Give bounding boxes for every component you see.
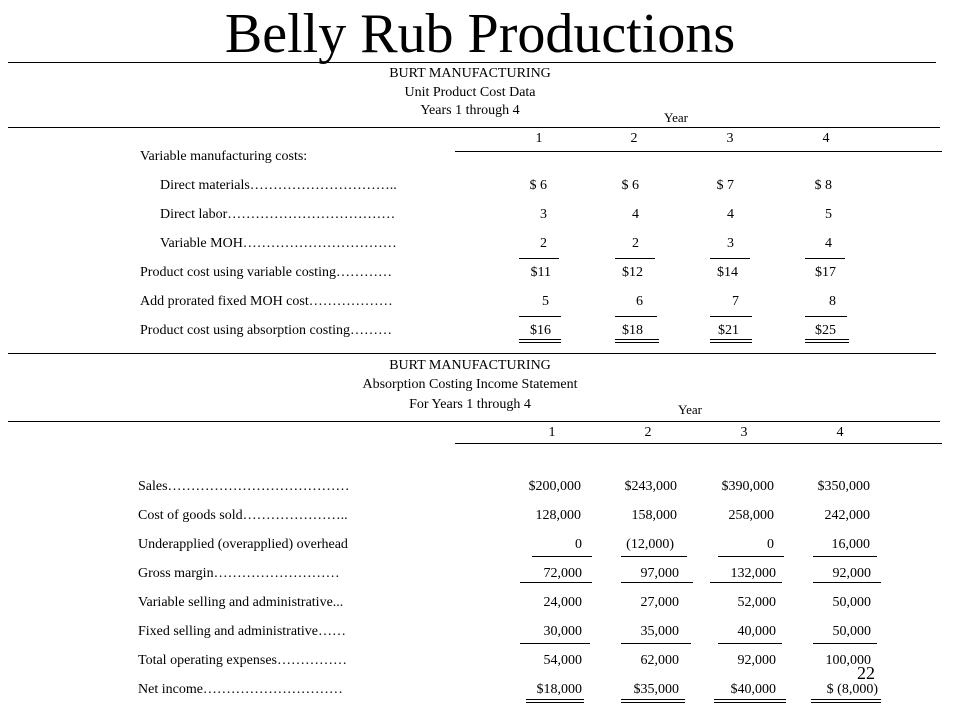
table1-cell: 3 (727, 236, 734, 251)
underline (519, 258, 559, 259)
double-underline (621, 699, 685, 703)
table1-section-label: Variable manufacturing costs: (140, 149, 308, 164)
double-underline (710, 339, 752, 343)
row-label: Direct materials………………………….. (160, 178, 397, 193)
row-label: Gross margin……………………… (138, 566, 340, 581)
table2-cell: 92,000 (737, 653, 776, 668)
table2-cell: $18,000 (536, 682, 582, 697)
underline (621, 582, 693, 583)
table2-columns-rule (455, 443, 942, 444)
table2-cell: $35,000 (633, 682, 679, 697)
table2-company-name: BURT MANUFACTURING (389, 358, 551, 373)
table2-cell: 50,000 (832, 624, 871, 639)
table2-cell: 0 (575, 537, 582, 552)
table2-cell: 40,000 (737, 624, 776, 639)
table1-col-4: 4 (822, 131, 830, 146)
table1-cell: $ 6 (621, 178, 639, 193)
table1-cell: 3 (540, 207, 547, 222)
row-label: Product cost using variable costing………… (140, 265, 392, 280)
underline (520, 643, 590, 644)
table1-col-3: 3 (726, 131, 734, 146)
page-number: 22 (857, 663, 875, 683)
underline (615, 316, 657, 317)
row-label: Total operating expenses…………… (138, 653, 347, 668)
table1-cell: $21 (718, 323, 739, 338)
table1-subtitle: Unit Product Cost Data (404, 85, 536, 100)
table1-year-label: Year (664, 110, 688, 125)
underline (718, 643, 782, 644)
title-rule (8, 62, 936, 63)
row-label: Cost of goods sold………………….. (138, 508, 348, 523)
double-underline (526, 699, 584, 703)
table1-col-1: 1 (535, 131, 543, 146)
table2-subtitle: Absorption Costing Income Statement (362, 377, 578, 392)
table2-cell: 52,000 (737, 595, 776, 610)
double-underline (615, 339, 659, 343)
table1-period: Years 1 through 4 (420, 103, 520, 118)
table2-col-2: 2 (644, 425, 652, 440)
table1-cell: 8 (829, 294, 836, 309)
table2-cell: $40,000 (730, 682, 776, 697)
row-label: Fixed selling and administrative…… (138, 624, 347, 639)
table1-cell: 4 (632, 207, 639, 222)
table1-cell: 5 (825, 207, 832, 222)
table1-cell: $ 7 (716, 178, 734, 193)
table1-cell: 5 (542, 294, 549, 309)
table1-cell: 4 (825, 236, 832, 251)
double-underline (805, 339, 849, 343)
underline (813, 582, 881, 583)
table1-cell: 2 (632, 236, 639, 251)
underline (710, 258, 750, 259)
table2-cell: $243,000 (624, 479, 677, 494)
table2-year-label: Year (678, 402, 702, 417)
table2-cell: $390,000 (721, 479, 774, 494)
double-underline (519, 339, 561, 343)
row-label: Product cost using absorption costing……… (140, 323, 392, 338)
row-label: Variable selling and administrative... (138, 595, 344, 610)
row-label: Underapplied (overapplied) overhead (138, 537, 348, 552)
double-underline (714, 699, 786, 703)
table2-cell: 27,000 (640, 595, 679, 610)
table1-col-2: 2 (630, 131, 638, 146)
row-label: Direct labor……………………………… (160, 207, 396, 222)
table2-period: For Years 1 through 4 (409, 397, 531, 412)
underline (520, 582, 592, 583)
underline (621, 556, 687, 557)
table1-cell: 2 (540, 236, 547, 251)
row-label: Variable MOH…………………………… (160, 236, 397, 251)
underline (710, 582, 782, 583)
row-label: Net income………………………… (138, 682, 343, 697)
table1-cell: $ 8 (814, 178, 832, 193)
table1-cell: $18 (622, 323, 643, 338)
table2-cell: $ (8,000) (826, 682, 878, 697)
underline (519, 316, 561, 317)
slide-title: Belly Rub Productions (224, 3, 736, 65)
table2-cell: 158,000 (631, 508, 677, 523)
table1-cell: $16 (530, 323, 551, 338)
table2-col-3: 3 (740, 425, 748, 440)
table2-cell: 0 (767, 537, 774, 552)
table2-cell: 24,000 (543, 595, 582, 610)
table2-cell: 35,000 (640, 624, 679, 639)
table1-cell: $11 (530, 265, 551, 280)
row-label: Sales………………………………… (138, 479, 350, 494)
table2-col-1: 1 (548, 425, 556, 440)
table1-cell: 6 (636, 294, 643, 309)
underline (621, 643, 691, 644)
underline (805, 316, 847, 317)
table2-cell: 30,000 (543, 624, 582, 639)
table1-cell: $12 (622, 265, 643, 280)
row-label: Add prorated fixed MOH cost……………… (140, 294, 393, 309)
table1-header-rule (8, 127, 940, 128)
table2-cell: 92,000 (832, 566, 871, 581)
underline (615, 258, 655, 259)
underline (813, 643, 877, 644)
section-divider (8, 353, 936, 354)
table1-cell: 4 (727, 207, 734, 222)
table2-cell: $350,000 (817, 479, 870, 494)
table2-col-4: 4 (836, 425, 844, 440)
table2-cell: (12,000) (626, 537, 674, 552)
table1-cell: $ 6 (529, 178, 547, 193)
table2-cell: 128,000 (535, 508, 581, 523)
underline (718, 556, 784, 557)
table2-cell: 62,000 (640, 653, 679, 668)
underline (532, 556, 592, 557)
table2-cell: 54,000 (543, 653, 582, 668)
table2-cell: 50,000 (832, 595, 871, 610)
table2-cell: $200,000 (528, 479, 581, 494)
table2-cell: 72,000 (543, 566, 582, 581)
table2-cell: 100,000 (825, 653, 871, 668)
underline (813, 556, 877, 557)
table2-cell: 16,000 (831, 537, 870, 552)
underline (805, 258, 845, 259)
table2-cell: 132,000 (730, 566, 776, 581)
table2-cell: 242,000 (824, 508, 870, 523)
table1-columns-rule (455, 151, 942, 152)
table1-cell: $14 (717, 265, 738, 280)
table1-cell: 7 (732, 294, 739, 309)
table2-header-rule (8, 421, 940, 422)
table1-cell: $25 (815, 323, 836, 338)
table1-company-name: BURT MANUFACTURING (389, 66, 551, 81)
table1-cell: $17 (815, 265, 836, 280)
table2-cell: 97,000 (640, 566, 679, 581)
table2-cell: 258,000 (728, 508, 774, 523)
underline (710, 316, 752, 317)
double-underline (811, 699, 881, 703)
